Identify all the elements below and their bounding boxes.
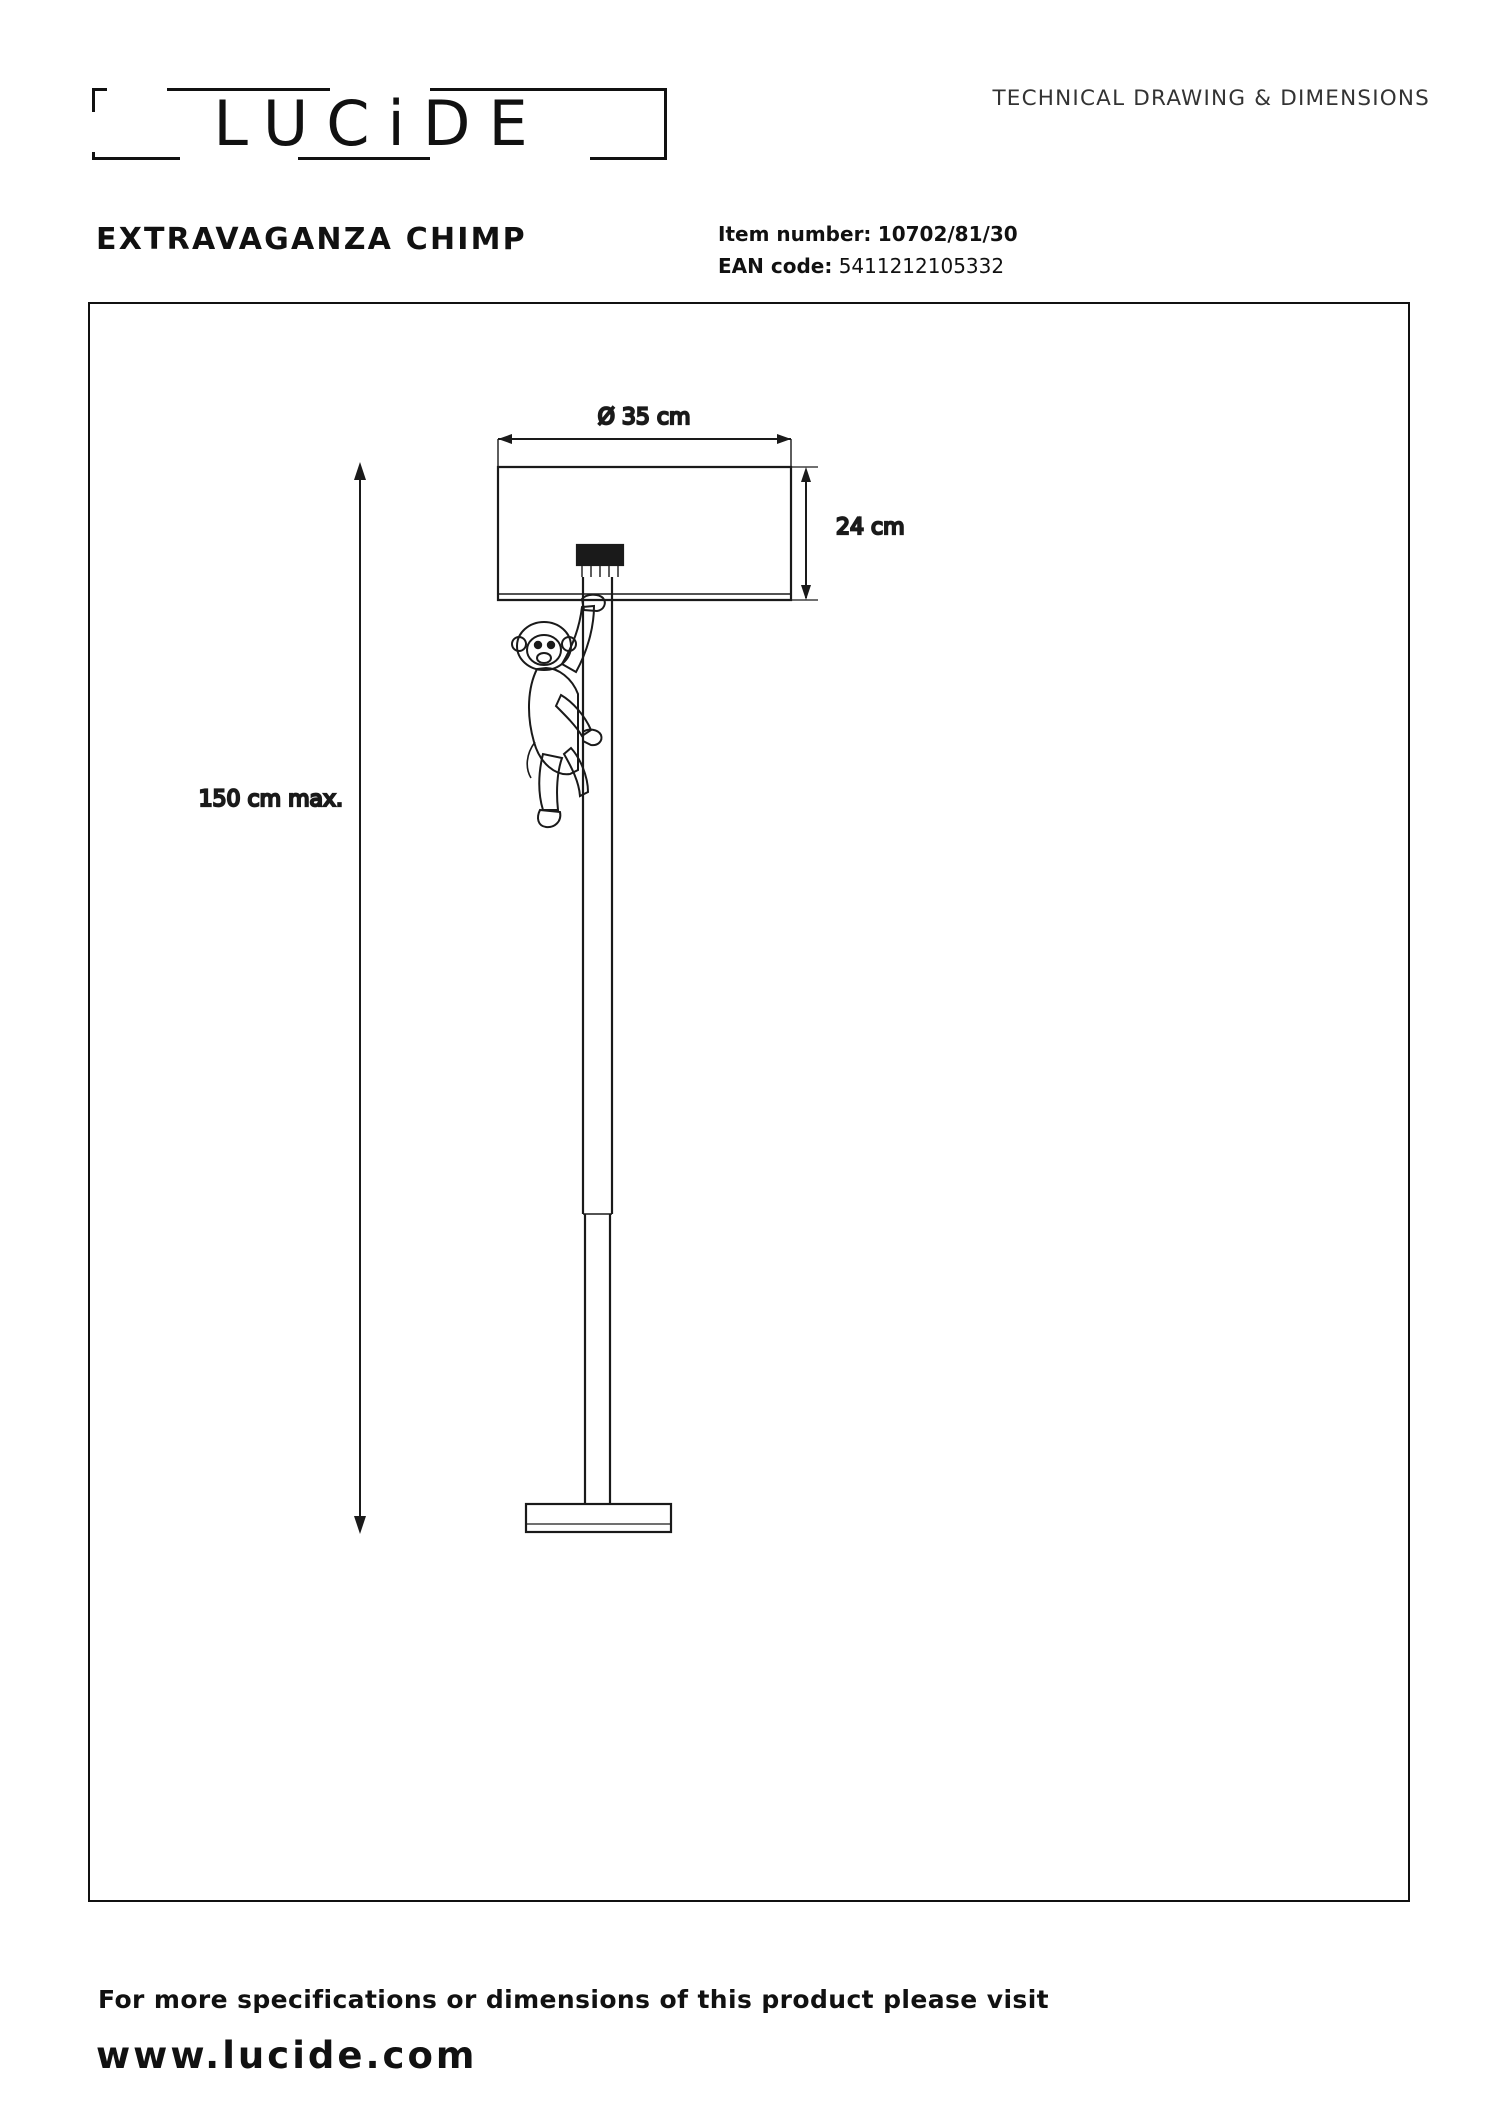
header-subtitle: TECHNICAL DRAWING & DIMENSIONS [992,86,1430,111]
product-meta [718,218,1018,282]
lamp-shade [498,467,791,600]
total-height-label: 150 cm max. [198,787,343,812]
item-number-value: 10702/81/30 [877,222,1018,246]
shade-height-dimension [791,467,818,600]
item-number-label: Item number: [718,222,872,246]
total-height-dimension [354,462,366,1534]
lamp-pole [583,577,612,1504]
page-title: EXTRAVAGANZA CHIMP [96,222,527,257]
diameter-dimension [498,434,791,467]
item-number-row [718,218,1018,250]
lamp-socket [577,545,623,577]
ean-value: 5411212105332 [838,254,1005,278]
ean-label: EAN code: [718,254,833,278]
chimp-figure [512,595,605,827]
footer-text: For more specifications or dimensions of this product please visit [98,1985,1050,2014]
diameter-label: Ø 35 cm [597,405,691,430]
footer-website[interactable]: www.lucide.com [96,2034,478,2077]
brand-logo: LUCiDE [213,87,546,160]
lamp-base [526,1504,671,1532]
ean-row [718,250,1018,282]
technical-drawing [88,302,1410,1902]
shade-height-label: 24 cm [836,515,905,540]
